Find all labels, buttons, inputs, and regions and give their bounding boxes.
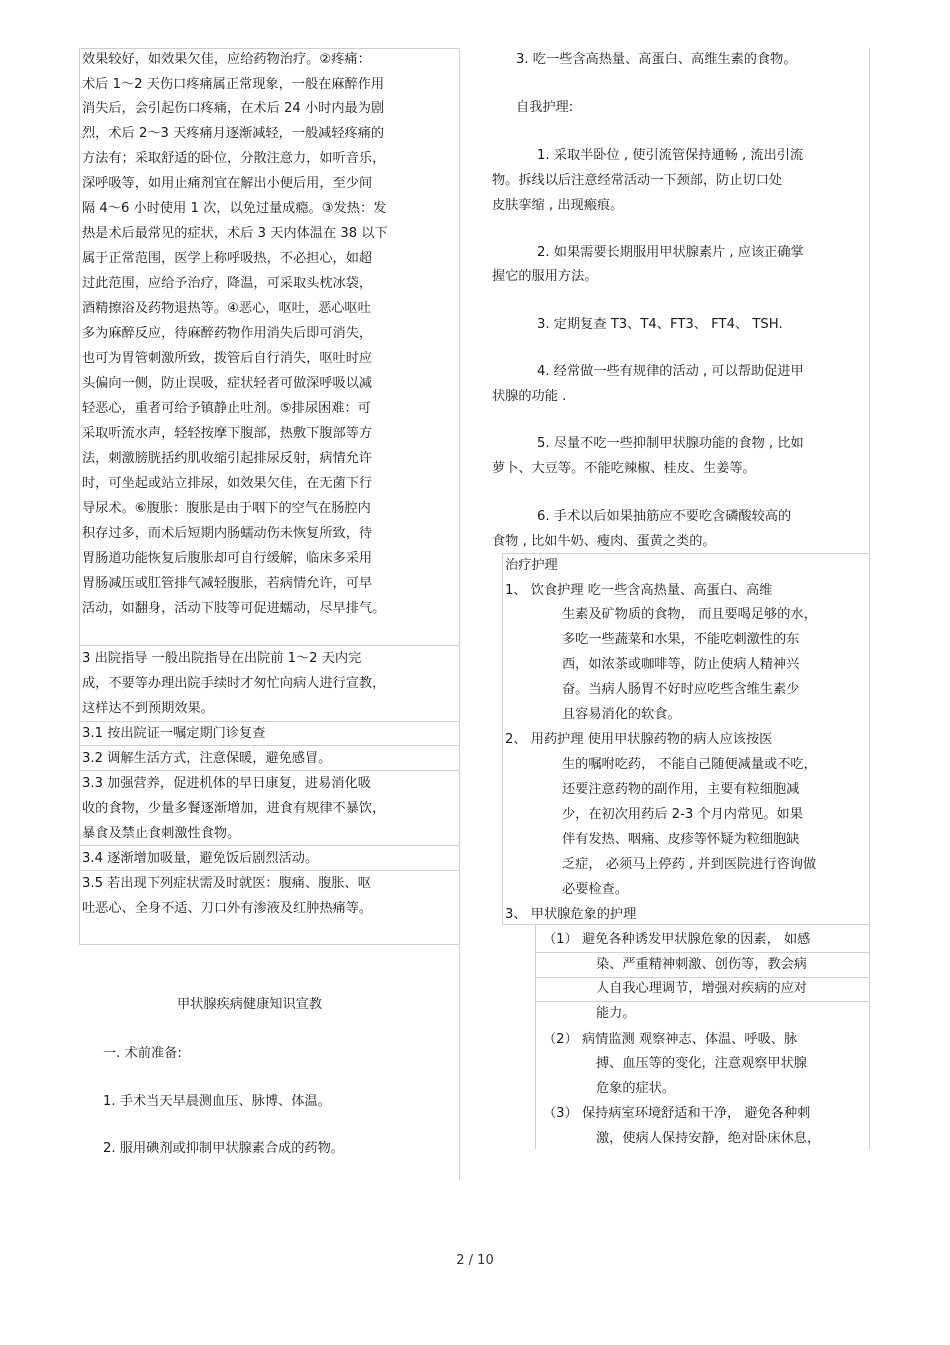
treatment-box-top: [502, 553, 870, 554]
discharge-item: 3.5 若出现下列症状需及时就医：腹痛、腹胀、呕: [82, 876, 371, 891]
prep-item: 2. 服用碘剂或抑制甲状腺素合成的药物。: [103, 1141, 344, 1156]
body-line: 消失后，会引起伤口疼痛，在术后 24 小时内最为剧: [82, 101, 385, 116]
self-care-item: 1. 采取半卧位 , 使引流管保持通畅 , 流出引流: [537, 148, 804, 163]
body-line: 还要注意药物的副作用，主要有粒细胞减: [562, 782, 800, 797]
prep-item: 3. 吃一些含高热量、高蛋白、高维生素的食物。: [516, 52, 797, 67]
self-care-item: 2. 如果需要长期服用甲状腺素片 , 应该正确掌: [537, 245, 804, 260]
row-divider: [535, 1001, 870, 1002]
section-heading: 自我护理:: [516, 100, 574, 115]
row-divider: [79, 745, 460, 746]
discharge-divider: [79, 645, 460, 646]
treatment-heading: 治疗护理: [505, 558, 558, 573]
self-care-item: 3. 定期复查 T3、T4、FT3、 FT4、 TSH.: [537, 317, 783, 332]
body-line: 导尿术。⑥腹胀：腹胀是由于咽下的空气在肠腔内: [82, 501, 371, 516]
body-line: 热是术后最常见的症状，术后 3 天内体温在 38 以下: [82, 226, 388, 241]
crisis-box-right: [869, 924, 870, 1149]
row-divider: [79, 870, 460, 871]
body-line: 状腺的功能 .: [492, 389, 567, 404]
body-line: 西，如浓茶或咖啡等，防止使病人精神兴: [562, 657, 800, 672]
body-line: 生的嘱咐吃药， 不能自己随便减量或不吃，: [562, 757, 817, 772]
crisis-box-left: [535, 924, 536, 1149]
row-divider: [79, 845, 460, 846]
body-line: 采取听流水声，轻轻按摩下腹部，热敷下腹部等方: [82, 426, 373, 441]
body-line: 奋。当病人肠胃不好时应吃些含维生素少: [562, 682, 800, 697]
body-line: 头偏向一侧，防止误吸，症状轻者可做深呼吸以减: [82, 376, 373, 391]
body-line: 方法有；采取舒适的卧位，分散注意力，如听音乐，: [82, 151, 386, 166]
body-line: 也可为胃管刺激所致，拨管后自行消失，呕吐时应: [82, 351, 373, 366]
body-line: 酒精擦浴及药物退热等。④恶心，呕吐，恶心呕吐: [82, 301, 371, 316]
body-line: 过此范围，应给予治疗，降温，可采取头枕冰袋，: [82, 276, 373, 291]
body-line: 物。拆线以后注意经常活动一下颈部，防止切口处: [492, 173, 783, 188]
body-line: 激，使病人保持安静，绝对卧床休息，: [596, 1131, 821, 1146]
body-line: 烈，术后 2～3 天疼痛月逐渐减轻，一般减轻疼痛的: [82, 126, 385, 141]
body-line: 法，刺激膀胱括约肌收缩引起排尿反射，病情允许: [82, 451, 373, 466]
treatment-item: 1、 饮食护理 吃一些含高热量、高蛋白、高维: [505, 583, 773, 598]
column-separator: [459, 945, 460, 1180]
left-box-border-top: [79, 48, 460, 49]
body-line: 效果较好，如效果欠佳，应给药物治疗。②疼痛：: [82, 52, 371, 67]
self-care-item: 4. 经常做一些有规律的活动 , 可以帮助促进甲: [537, 364, 804, 379]
body-line: 乏症， 必须马上停药 , 并到医院进行咨询做: [562, 857, 817, 872]
body-line: 握它的服用方法。: [492, 269, 598, 284]
treatment-item: 2、 用药护理 使用甲状腺药物的病人应该按医: [505, 732, 773, 747]
body-line: 人自我心理调节，增强对疾病的应对: [596, 981, 807, 996]
body-line: 染、严重精神刺激、创伤等，教会病: [596, 957, 807, 972]
right-border: [869, 48, 870, 553]
self-care-item: 6. 手术以后如果抽筋应不要吃含磷酸较高的: [537, 509, 792, 524]
body-line: 多为麻醉反应，待麻醉药物作用消失后即可消失，: [82, 326, 373, 341]
body-line: 收的食物，少量多餐逐渐增加，进食有规律不暴饮，: [82, 801, 386, 816]
page-number: 2 / 10: [456, 1253, 494, 1268]
row-divider: [79, 770, 460, 771]
left-box-border-right: [459, 48, 460, 945]
body-line: 能力。: [596, 1006, 636, 1021]
body-line: 积存过多，而术后短期内肠蠕动伤未恢复所致，待: [82, 526, 373, 541]
body-line: 深呼吸等，如用止痛剂宜在解出小便后用，至少间: [82, 176, 373, 191]
treatment-item: 3、 甲状腺危象的护理: [505, 907, 637, 922]
body-line: 胃肠减压或肛管排气减轻腹胀，若病情允许，可早: [82, 576, 373, 591]
body-line: 必要检查。: [562, 882, 628, 897]
body-line: 搏、血压等的变化，注意观察甲状腺: [596, 1056, 807, 1071]
body-line: 成，不要等办理出院手续时才匆忙向病人进行宣教，: [82, 676, 386, 691]
discharge-item: 3.1 按出院证一嘱定期门诊复查: [82, 726, 266, 741]
body-line: 时，可坐起或站立排尿，如效果欠佳，在无菌下行: [82, 476, 373, 491]
body-line: 且容易消化的软食。: [562, 707, 681, 722]
body-line: 活动，如翻身，活动下肢等可促进蠕动，尽早排气。: [82, 601, 386, 616]
body-line: 伴有发热、咽痛、皮疹等怀疑为粒细胞缺: [562, 832, 800, 847]
discharge-item: 3.4 逐渐增加吸量，避免饭后剧烈活动。: [82, 851, 319, 866]
body-line: 食物 , 比如牛奶、瘦肉、蛋黄之类的。: [492, 534, 716, 549]
body-line: 皮肤挛缩 , 出现瘢痕。: [492, 198, 624, 213]
body-line: 隔 4～6 小时使用 1 次，以免过量成瘾。③发热：发: [82, 201, 387, 216]
treatment-box-right: [869, 553, 870, 925]
body-line: 胃肠道功能恢复后腹胀却可自行缓解，临床多采用: [82, 551, 373, 566]
doc-title: 甲状腺疾病健康知识宣教: [177, 997, 323, 1012]
discharge-item: 3.3 加强营养，促进机体的早日康复，进易消化吸: [82, 776, 371, 791]
treatment-box-left: [502, 553, 503, 925]
crisis-item: （1） 避免各种诱发甲状腺危象的因素， 如感: [543, 932, 811, 947]
left-box-border-bottom: [79, 944, 460, 945]
section-heading: 一. 术前准备:: [103, 1046, 182, 1061]
body-line: 少，在初次用药后 2-3 个月内常见。如果: [562, 807, 803, 822]
body-line: 生素及矿物质的食物， 而且要喝足够的水，: [562, 607, 817, 622]
body-line: 萝卜、大豆等。不能吃辣椒、桂皮、生姜等。: [492, 461, 756, 476]
crisis-item: （2） 病情监测 观察神志、体温、呼吸、脉: [543, 1032, 798, 1047]
row-divider: [535, 977, 870, 978]
prep-item: 1. 手术当天早晨测血压、脉博、体温。: [103, 1094, 331, 1109]
discharge-heading: 3 出院指导 一般出院指导在出院前 1～2 天内完: [82, 651, 362, 666]
body-line: 这样达不到预期效果。: [82, 701, 214, 716]
body-line: 吐恶心、全身不适、刀口外有渗液及红肿热痛等。: [82, 901, 373, 916]
discharge-item: 3.2 调解生活方式，注意保暖，避免感冒。: [82, 751, 332, 766]
row-divider: [79, 721, 460, 722]
body-line: 属于正常范围，医学上称呼吸热，不必担心，如超: [82, 251, 373, 266]
row-divider: [535, 952, 870, 953]
body-line: 暴食及禁止食刺激性食物。: [82, 826, 241, 841]
body-line: 术后 1～2 天伤口疼痛属正常现象，一般在麻醉作用: [82, 77, 385, 92]
crisis-item: （3） 保持病室环境舒适和干净， 避免各种刺: [543, 1106, 811, 1121]
body-line: 危象的症状。: [596, 1081, 676, 1096]
self-care-item: 5. 尽量不吃一些抑制甲状腺功能的食物 , 比如: [537, 436, 804, 451]
body-line: 多吃一些蔬菜和水果，不能吃刺激性的东: [562, 632, 800, 647]
left-box-border-left: [79, 48, 80, 945]
treatment-box-bottom: [502, 924, 870, 925]
body-line: 轻恶心，重者可给予镇静止吐剂。⑤排尿困难：可: [82, 401, 371, 416]
